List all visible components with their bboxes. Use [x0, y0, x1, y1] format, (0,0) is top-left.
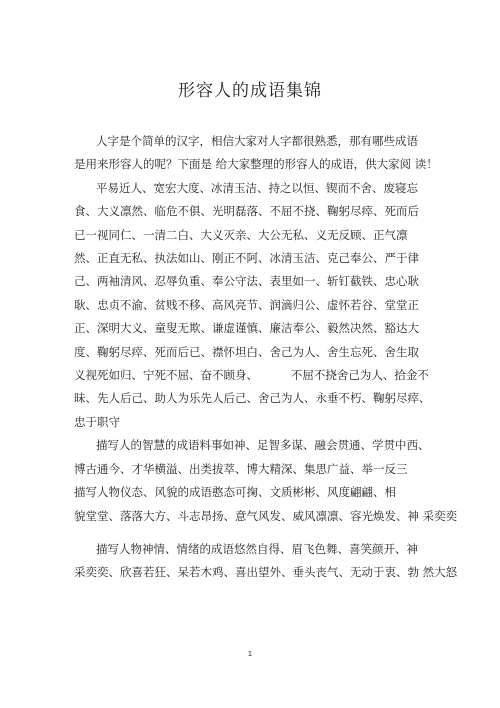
paragraph-line: 平易近人、宽宏大度、冰清玉洁、持之以恒、锲而不舍、废寝忘 [96, 180, 418, 195]
paragraph-line: 貌堂堂、落落大方、斗志昂扬、意气风发、威风凛凛、容光焕发、神 采奕奕 [74, 508, 458, 523]
paragraph-gap [74, 528, 434, 538]
paragraph-line: 是用来形容人的呢？下面是 给大家整理的形容人的成语，供大家阅 读！ [74, 157, 438, 172]
paragraph-line: 然、正直无私、执法如山、刚正不阿、冰清玉洁、克己奉公、严于律 [74, 251, 419, 266]
page-title: 形容人的成语集锦 [178, 81, 322, 101]
page-number: 1 [247, 650, 253, 658]
paragraph-line: 已一视同仁、一清二白、大义灭亲、大公无私、义无反顾、正气凛 [74, 227, 408, 242]
paragraph-line: 描写人物神情、情绪的成语悠然自得、眉飞色舞、喜笑颜开、神 [96, 541, 418, 556]
paragraph-line: 昧、先人后己、助人为乐先人后己、舍己为人、永垂不朽、鞠躬尽瘁、 [74, 391, 431, 406]
paragraph-line: 食、大义凛然、临危不俱、光明磊落、不屈不挠、鞠躬尽瘁、死而后 [74, 204, 419, 219]
body-text [74, 130, 458, 585]
paragraph-line: 忠于职守 [74, 414, 120, 429]
paragraph-line: 正、深明大义、童叟无欺、谦虚谨慎、廉洁奉公、毅然决然、豁达大 [74, 321, 419, 336]
paragraph-line: 度、鞠躬尽瘁、死而后已、襟怀坦白、舍己为人、舍生忘死、舍生取 [74, 344, 419, 359]
paragraph-line: 耿、忠贞不渝、贫贱不移、高风亮节、润滴归公、虚怀若谷、堂堂正 [74, 297, 419, 312]
paragraph-line: 义视死如归、宁死不屈、奋不顾身、 不屈不挠舍己为人、拾金不 [74, 368, 429, 383]
paragraph-line: 博古通今、才华横溢、出类拔萃、博大精深、集思广益、举一反三 [74, 461, 408, 476]
paragraph-line: 描写人的智慧的成语料事如神、足智多谋、融会贯通、学贯中西、 [96, 438, 430, 453]
paragraph-line: 采奕奕、欣喜若狂、呆若木鸡、喜出望外、垂头丧气、无动于衷、勃 然大怒 [74, 565, 458, 580]
paragraph-line: 人字是个简单的汉字，相信大家对人字都很熟悉，那有哪些成语 [96, 134, 418, 148]
paragraph-line: 己、两袖清风、忍辱负重、奉公守法、表里如一、斩钉截铁、忠心耿 [74, 274, 419, 289]
paragraph-line: 描写人物仪态、风貌的成语憨态可掬、文质彬彬、风度翩翩、相 [74, 485, 396, 500]
